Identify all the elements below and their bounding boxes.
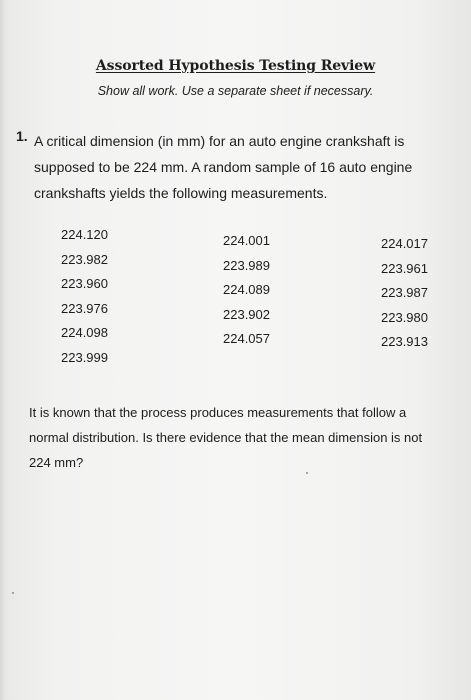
measurement-value: 224.057 xyxy=(223,331,270,346)
measurement-value: 224.098 xyxy=(61,325,108,340)
worksheet-instructions: Show all work. Use a separate sheet if necessary. xyxy=(97,84,374,98)
measurement-value: 223.902 xyxy=(223,306,270,322)
measurement-value: 223.961 xyxy=(381,260,428,276)
measurement-value: 224.089 xyxy=(223,282,270,297)
paper-speck xyxy=(306,472,308,474)
measurements-column-1 xyxy=(61,223,108,370)
measurement-value: 224.120 xyxy=(61,227,108,242)
followup-question-text: It is known that the process produces measurements that follow a normal distribution. Is there evidence that the mean dimension is not 224 mm? xyxy=(29,405,423,470)
measurement-value: 223.989 xyxy=(223,257,270,273)
measurement-value: 223.982 xyxy=(61,251,108,267)
paper-speck xyxy=(12,592,14,594)
paper-edge-shadow xyxy=(0,0,6,700)
measurement-value: 223.980 xyxy=(381,309,428,325)
measurement-value: 223.913 xyxy=(381,334,428,349)
measurement-value: 223.987 xyxy=(381,285,428,300)
question-text: A critical dimension (in mm) for an auto engine crankshaft is supposed to be 224 mm. A random sample of 16 auto engine crankshafts yields the following measurements. xyxy=(34,133,413,201)
measurement-value: 224.001 xyxy=(223,233,270,248)
measurements-column-2 xyxy=(223,229,270,352)
measurement-value: 223.999 xyxy=(61,349,108,365)
measurement-value: 223.960 xyxy=(61,276,108,291)
measurement-value: 223.976 xyxy=(61,300,108,316)
worksheet-title: Assorted Hypothesis Testing Review xyxy=(95,58,376,74)
measurements-column-3 xyxy=(381,232,428,355)
question-number: 1. xyxy=(16,128,28,144)
measurement-value: 224.017 xyxy=(381,236,428,251)
